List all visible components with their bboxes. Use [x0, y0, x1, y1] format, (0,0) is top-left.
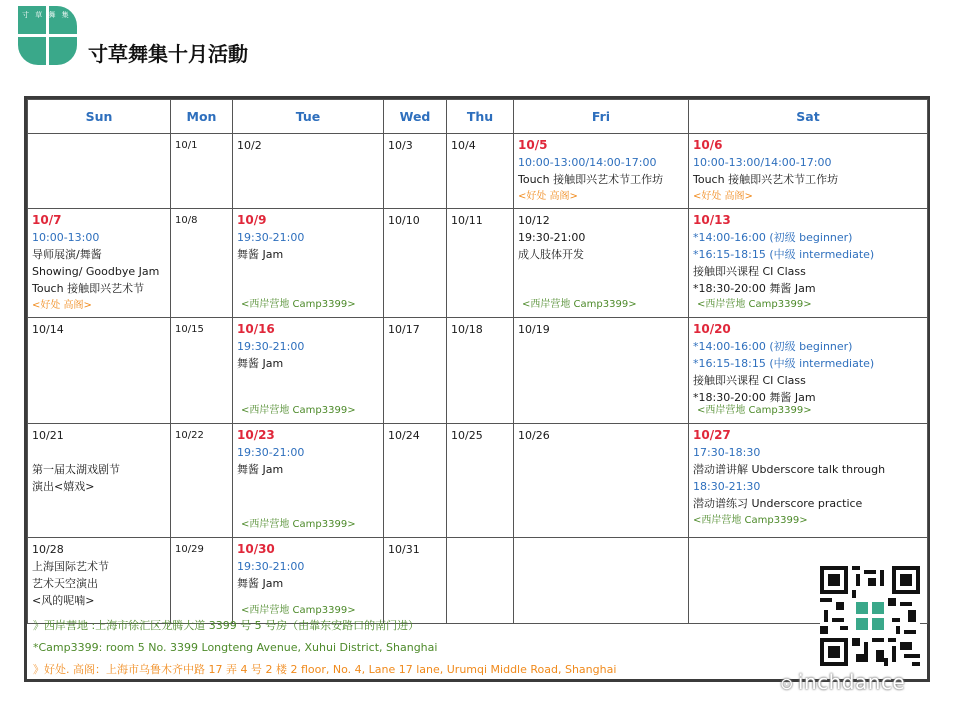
- day-cell-sat: [689, 209, 928, 318]
- date-label: 10/19: [518, 323, 550, 336]
- venue-label: <西岸营地 Camp3399>: [693, 515, 808, 526]
- date-label: 10/16: [237, 322, 275, 336]
- logo-text: 寸 草 舞 集: [22, 11, 71, 19]
- venue-label: <好处 高阁>: [693, 191, 753, 202]
- date-label: 10/31: [388, 543, 420, 556]
- day-cell-sat: [689, 134, 928, 209]
- day-cell-mon: [171, 209, 233, 318]
- date-label: 10/17: [388, 323, 420, 336]
- event-line: 接触即兴课程 CI Class: [693, 265, 806, 278]
- header-tue: Tue: [233, 100, 384, 134]
- venue-label: <西岸营地 Camp3399>: [697, 405, 812, 416]
- date-label: 10/22: [175, 430, 204, 441]
- date-label: 10/12: [518, 214, 550, 227]
- day-cell-mon: [171, 134, 233, 209]
- day-cell-tue: [233, 318, 384, 424]
- day-cell-sun: [28, 538, 171, 624]
- day-cell-thu: [447, 134, 514, 209]
- event-line: *18:30-20:00 舞酱 Jam: [693, 391, 816, 404]
- event-line: Touch 接触即兴艺术节: [32, 282, 145, 295]
- date-label: 10/11: [451, 214, 483, 227]
- event-line: 19:30-21:00: [237, 446, 305, 459]
- brand-logo: [18, 6, 80, 68]
- event-line: *18:30-20:00 舞酱 Jam: [693, 282, 816, 295]
- header-thu: Thu: [447, 100, 514, 134]
- event-line: *14:00-16:00 (初级 beginner): [693, 231, 853, 244]
- event-line: 19:30-21:00: [237, 340, 305, 353]
- event-line: *16:15-18:15 (中级 intermediate): [693, 357, 875, 370]
- date-label: 10/13: [693, 213, 731, 227]
- event-line: 舞酱 Jam: [237, 248, 284, 261]
- day-cell-sun: [28, 209, 171, 318]
- calendar-week-row: [28, 318, 928, 424]
- header-wed: Wed: [384, 100, 447, 134]
- day-cell-mon: [171, 424, 233, 538]
- event-line: Touch 接触即兴艺术节工作坊: [518, 173, 664, 186]
- date-label: 10/15: [175, 324, 204, 335]
- day-cell-thu: [447, 318, 514, 424]
- day-cell-sun: [28, 134, 171, 209]
- header-sun: Sun: [28, 100, 171, 134]
- date-label: 10/9: [237, 213, 267, 227]
- venue-label: <好处 高阁>: [32, 300, 92, 311]
- day-cell-sun: [28, 318, 171, 424]
- day-cell-thu: [447, 424, 514, 538]
- day-cell-tue: [233, 209, 384, 318]
- day-cell-tue: [233, 424, 384, 538]
- calendar-table: [27, 99, 928, 624]
- qr-code: [820, 566, 920, 666]
- day-cell-fri: [514, 209, 689, 318]
- event-line: *16:15-18:15 (中级 intermediate): [693, 248, 875, 261]
- venue-label: <西岸营地 Camp3399>: [241, 519, 356, 530]
- event-line: 19:30-21:00: [237, 231, 305, 244]
- day-cell-thu: [447, 209, 514, 318]
- page-title: 寸草舞集十月活動: [88, 42, 248, 66]
- date-label: 10/27: [693, 428, 731, 442]
- watermark-text: inchdance: [797, 670, 906, 694]
- wechat-icon: ⊙: [780, 674, 794, 693]
- date-label: 10/30: [237, 542, 275, 556]
- day-cell-sat: [689, 318, 928, 424]
- date-label: 10/1: [175, 140, 198, 151]
- event-line: 舞酱 Jam: [237, 577, 284, 590]
- venue-label: <好处 高阁>: [518, 191, 578, 202]
- header-fri: Fri: [514, 100, 689, 134]
- event-line: 10:00-13:00/14:00-17:00: [518, 156, 657, 169]
- header-sat: Sat: [689, 100, 928, 134]
- date-label: 10/4: [451, 139, 476, 152]
- legend-camp-cn: 》西岸营地 :上海市徐汇区龙腾大道 3399 号 5 号房（由靠东安路口的南门进）: [33, 619, 420, 632]
- day-cell-wed: [384, 318, 447, 424]
- event-line: 18:30-21:30: [693, 480, 761, 493]
- event-line: 潜动谱讲解 Ubderscore talk through: [693, 463, 886, 476]
- qr-code-graphic: [820, 566, 920, 666]
- event-line: 19:30-21:00: [237, 560, 305, 573]
- calendar-week-row: [28, 209, 928, 318]
- event-line: Showing/ Goodbye Jam: [32, 265, 160, 278]
- day-cell-wed: [384, 209, 447, 318]
- event-line: 舞酱 Jam: [237, 463, 284, 476]
- day-cell-tue: [233, 538, 384, 624]
- calendar-frame: [24, 96, 930, 682]
- event-line: 上海国际艺术节: [32, 560, 109, 573]
- day-cell-tue: [233, 134, 384, 209]
- venue-label: <西岸营地 Camp3399>: [522, 299, 637, 310]
- legend-haochu: 》好处. 高阁：上海市乌鲁木齐中路 17 弄 4 号 2 楼 2 floor, No. 4, Lane 17 lane, Urumqi Middle Road, Shanghai: [33, 663, 617, 676]
- calendar-week-row: [28, 424, 928, 538]
- date-label: 10/29: [175, 544, 204, 555]
- day-cell-fri: [514, 424, 689, 538]
- date-label: 10/24: [388, 429, 420, 442]
- event-line: 第一届太湖戏剧节: [32, 463, 120, 476]
- date-label: 10/21: [32, 429, 64, 442]
- calendar-week-row: [28, 134, 928, 209]
- date-label: 10/10: [388, 214, 420, 227]
- weekday-header-row: [28, 100, 928, 134]
- event-line: 19:30-21:00: [518, 231, 586, 244]
- day-cell-fri: [514, 538, 689, 624]
- event-line: *14:00-16:00 (初级 beginner): [693, 340, 853, 353]
- date-label: 10/7: [32, 213, 62, 227]
- event-line: 演出<嬉戏>: [32, 480, 95, 493]
- event-line: 接触即兴课程 CI Class: [693, 374, 806, 387]
- event-line: Touch 接触即兴艺术节工作坊: [693, 173, 839, 186]
- date-label: 10/20: [693, 322, 731, 336]
- event-line: 潜动谱练习 Underscore practice: [693, 497, 863, 510]
- day-cell-wed: [384, 134, 447, 209]
- day-cell-wed: [384, 424, 447, 538]
- day-cell-sat: [689, 424, 928, 538]
- event-line: 舞酱 Jam: [237, 357, 284, 370]
- date-label: 10/2: [237, 139, 262, 152]
- date-label: 10/23: [237, 428, 275, 442]
- legend-camp-en: *Camp3399: room 5 No. 3399 Longteng Avenue, Xuhui District, Shanghai: [33, 641, 438, 654]
- day-cell-sun: [28, 424, 171, 538]
- date-label: 10/8: [175, 215, 198, 226]
- event-line: 成人肢体开发: [518, 248, 584, 261]
- wechat-watermark: [780, 670, 905, 694]
- day-cell-thu: [447, 538, 514, 624]
- day-cell-mon: [171, 538, 233, 624]
- event-line: 导师展演/舞酱: [32, 248, 102, 261]
- event-line: 10:00-13:00: [32, 231, 100, 244]
- day-cell-fri: [514, 134, 689, 209]
- header-mon: Mon: [171, 100, 233, 134]
- date-label: 10/28: [32, 543, 64, 556]
- venue-legend: [33, 615, 813, 681]
- day-cell-wed: [384, 538, 447, 624]
- day-cell-fri: [514, 318, 689, 424]
- event-line: 艺术天空演出: [32, 577, 98, 590]
- venue-label: <西岸营地 Camp3399>: [241, 605, 356, 616]
- date-label: 10/3: [388, 139, 413, 152]
- venue-label: <西岸营地 Camp3399>: [241, 299, 356, 310]
- day-cell-mon: [171, 318, 233, 424]
- date-label: 10/26: [518, 429, 550, 442]
- date-label: 10/25: [451, 429, 483, 442]
- date-label: 10/14: [32, 323, 64, 336]
- date-label: 10/18: [451, 323, 483, 336]
- event-line: 10:00-13:00/14:00-17:00: [693, 156, 832, 169]
- venue-label: <西岸营地 Camp3399>: [697, 299, 812, 310]
- event-line: <风的呢喃>: [32, 594, 95, 607]
- calendar-week-row: [28, 538, 928, 624]
- event-line: [32, 444, 166, 461]
- date-label: 10/5: [518, 138, 548, 152]
- event-line: 17:30-18:30: [693, 446, 761, 459]
- venue-label: <西岸营地 Camp3399>: [241, 405, 356, 416]
- date-label: 10/6: [693, 138, 723, 152]
